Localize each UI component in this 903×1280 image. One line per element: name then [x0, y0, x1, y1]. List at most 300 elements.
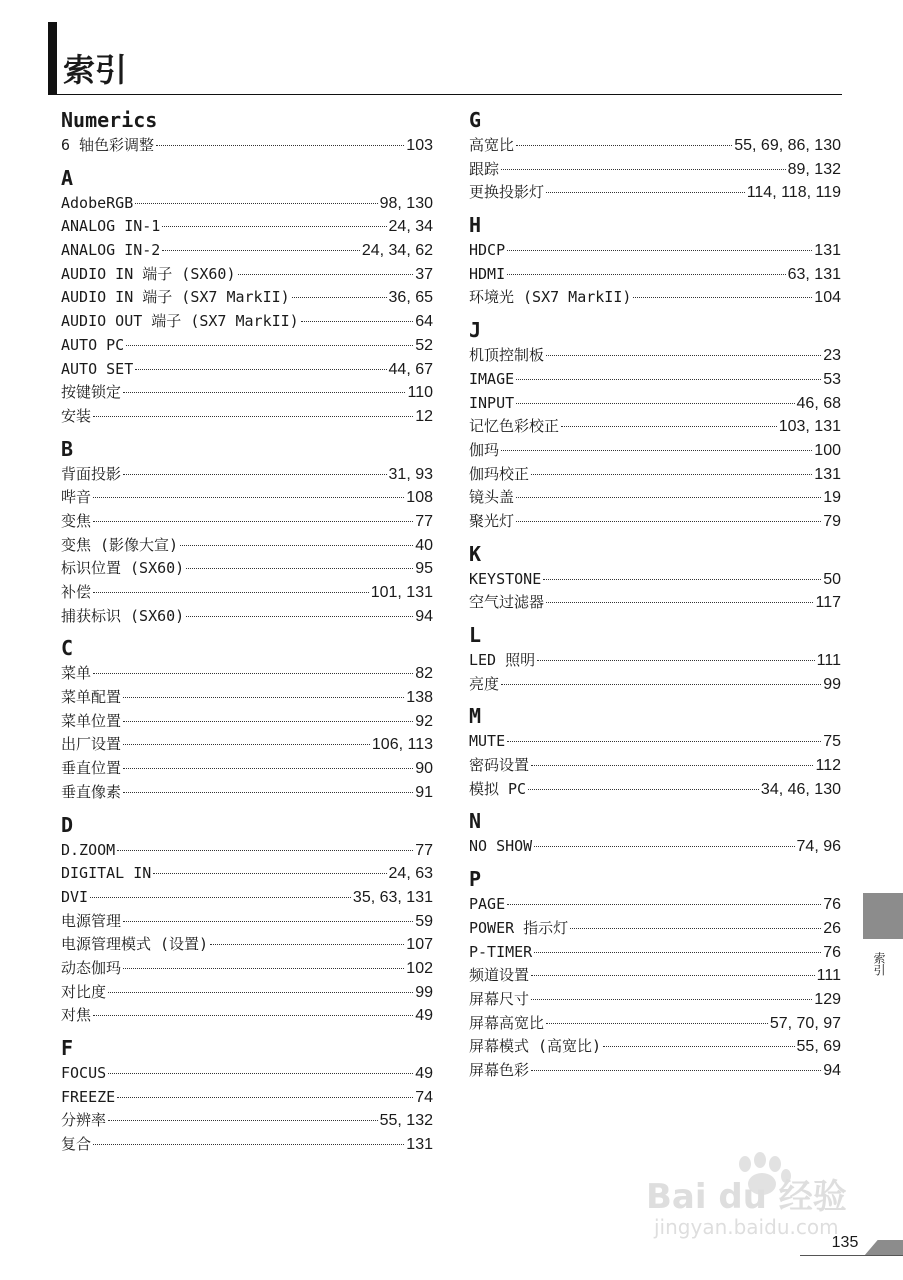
entry-term: 对比度 [61, 982, 107, 1001]
index-column-right [469, 106, 841, 1089]
entry-term: 更换投影灯 [469, 183, 545, 202]
dot-leader [153, 873, 386, 874]
dot-leader [507, 250, 812, 251]
entry-term: AUTO SET [61, 359, 134, 378]
index-entry [61, 310, 433, 334]
entry-term: POWER 指示灯 [469, 918, 569, 937]
index-entry [61, 886, 433, 910]
section-heading: L [469, 623, 482, 647]
entry-term: 聚光灯 [469, 511, 515, 530]
entry-pages: 23 [823, 347, 841, 365]
index-entry [61, 557, 433, 581]
section-heading: D [61, 812, 74, 837]
entry-pages: 53 [823, 370, 841, 388]
entry-term: AdobeRGB [61, 193, 134, 212]
entry-term: 电源管理 [61, 911, 122, 930]
entry-pages: 40 [415, 536, 433, 554]
index-entry [469, 263, 841, 287]
dot-leader [186, 568, 413, 569]
dot-leader [546, 1023, 768, 1024]
index-entry [469, 344, 841, 368]
entry-term: 屏幕模式 (高宽比) [469, 1037, 602, 1056]
dot-leader [135, 203, 377, 204]
index-entry [61, 1062, 433, 1086]
entry-term: 动态伽玛 [61, 958, 122, 977]
entry-term: 菜单 [61, 664, 92, 683]
dot-leader [603, 1046, 794, 1047]
dot-leader [531, 474, 812, 475]
dot-leader [501, 169, 786, 170]
entry-term: 菜单配置 [61, 688, 122, 707]
dot-leader [93, 1144, 404, 1145]
index-entry [469, 439, 841, 463]
entry-term: FREEZE [61, 1087, 116, 1106]
entry-pages: 36, 65 [388, 289, 433, 307]
entry-term: 垂直像素 [61, 782, 122, 801]
index-entry [61, 358, 433, 382]
dot-leader [531, 1070, 821, 1071]
entry-pages: 111 [816, 967, 841, 985]
entry-term: 对焦 [61, 1006, 92, 1025]
entry-pages: 74 [415, 1088, 433, 1106]
dot-leader [123, 721, 413, 722]
index-entry [61, 510, 433, 534]
index-entry [469, 415, 841, 439]
entry-pages: 111 [816, 652, 841, 669]
title-accent-bar [48, 22, 57, 94]
entry-term: AUDIO OUT 端子 (SX7 MarkII) [61, 312, 299, 331]
dot-leader [123, 392, 405, 393]
entry-pages: 99 [415, 983, 433, 1001]
index-section [469, 211, 841, 310]
footer-rule [800, 1255, 903, 1256]
entry-term: 电源管理模式 (设置) [61, 935, 209, 954]
baidu-watermark [640, 1150, 870, 1240]
index-entry [61, 334, 433, 358]
entry-term: 按键锁定 [61, 383, 122, 402]
entry-term: 捕获标识 (SX60) [61, 606, 185, 625]
title-divider [48, 94, 842, 95]
dot-leader [531, 765, 813, 766]
watermark-url: jingyan.baidu.com [654, 1215, 839, 1239]
entry-pages: 103, 131 [778, 418, 841, 436]
entry-term: 屏幕高宽比 [469, 1013, 545, 1032]
index-entry [61, 957, 433, 981]
entry-pages: 46, 68 [796, 394, 841, 412]
dot-leader [123, 792, 413, 793]
entry-term: P-TIMER [469, 942, 533, 961]
section-heading: N [469, 809, 482, 834]
index-section [61, 435, 433, 629]
entry-pages: 117 [815, 594, 841, 612]
index-entry [469, 486, 841, 510]
index-entry [469, 392, 841, 416]
index-entry [61, 215, 433, 239]
entry-term: 环境光 (SX7 MarkII) [469, 288, 632, 307]
index-entry [469, 754, 841, 778]
index-section [469, 702, 841, 801]
entry-pages: 50 [823, 570, 841, 588]
entry-pages: 95 [415, 560, 433, 578]
dot-leader [528, 789, 759, 790]
index-entry [61, 910, 433, 934]
entry-pages: 76 [823, 943, 841, 961]
dot-leader [516, 379, 821, 380]
entry-pages: 91 [415, 783, 433, 801]
dot-leader [162, 226, 386, 227]
entry-pages: 44, 67 [388, 360, 433, 378]
dot-leader [633, 297, 812, 298]
section-heading: C [61, 636, 74, 661]
dot-leader [186, 616, 413, 617]
index-entry [61, 286, 433, 310]
dot-leader [531, 975, 815, 976]
entry-pages: 74, 96 [796, 838, 841, 856]
index-entry [469, 1059, 841, 1083]
index-section [61, 811, 433, 1029]
entry-term: 哔音 [61, 488, 92, 507]
entry-term: KEYSTONE [469, 569, 542, 588]
dot-leader [516, 521, 821, 522]
entry-pages: 64 [415, 313, 433, 331]
entry-term: 密码设置 [469, 756, 530, 775]
entry-pages: 104 [814, 289, 841, 307]
entry-term: MUTE [469, 732, 506, 751]
index-entry [469, 649, 841, 673]
entry-pages: 76 [823, 896, 841, 914]
entry-term: 出厂设置 [61, 735, 122, 754]
index-section [469, 807, 841, 859]
index-entry [61, 662, 433, 686]
dot-leader [90, 897, 351, 898]
entry-pages: 31, 93 [388, 465, 433, 483]
dot-leader [507, 274, 785, 275]
entry-pages: 98, 130 [379, 194, 433, 212]
entry-pages: 138 [406, 689, 433, 707]
index-entry [469, 286, 841, 310]
side-tab-marker [863, 893, 903, 939]
index-entry [61, 839, 433, 863]
entry-pages: 106, 113 [371, 736, 433, 754]
index-entry [61, 686, 433, 710]
index-entry [469, 510, 841, 534]
entry-pages: 55, 69 [796, 1038, 841, 1056]
section-heading: Numerics [61, 108, 158, 132]
dot-leader [123, 697, 404, 698]
entry-pages: 102 [406, 959, 433, 977]
dot-leader [507, 904, 821, 905]
dot-leader [180, 545, 413, 546]
entry-pages: 112 [815, 757, 841, 775]
dot-leader [570, 928, 821, 929]
entry-term: 补偿 [61, 583, 92, 601]
entry-pages: 131 [814, 242, 841, 260]
index-entry [469, 941, 841, 965]
dot-leader [210, 944, 404, 945]
section-heading: J [469, 318, 482, 343]
entry-term: ANALOG IN-2 [61, 241, 161, 260]
entry-pages: 94 [415, 607, 433, 625]
dot-leader [126, 345, 413, 346]
entry-pages: 24, 34 [388, 218, 433, 236]
entry-pages: 77 [415, 512, 433, 530]
dot-leader [546, 192, 745, 193]
page-title: 索引 [63, 51, 128, 89]
entry-term: 分辨率 [61, 1111, 107, 1130]
dot-leader [238, 274, 414, 275]
entry-term: 高宽比 [469, 136, 515, 154]
entry-term: 屏幕尺寸 [469, 989, 530, 1008]
entry-term: FOCUS [61, 1064, 107, 1082]
section-heading: F [61, 1036, 74, 1060]
index-entry [61, 192, 433, 216]
entry-pages: 34, 46, 130 [760, 780, 841, 798]
index-entry [61, 1109, 433, 1133]
entry-term: 变焦 [61, 511, 92, 530]
dot-leader [117, 850, 413, 851]
dot-leader [93, 416, 413, 417]
index-entry [61, 381, 433, 405]
entry-pages: 59 [415, 912, 433, 930]
dot-leader [534, 952, 821, 953]
dot-leader [117, 1097, 413, 1098]
entry-term: 6 轴色彩调整 [61, 136, 155, 154]
index-section [469, 540, 841, 615]
index-entry [61, 405, 433, 429]
entry-pages: 100 [814, 441, 841, 459]
index-entry [469, 568, 841, 592]
entry-term: LED 照明 [469, 651, 536, 669]
dot-leader [93, 592, 369, 593]
entry-term: ANALOG IN-1 [61, 217, 161, 236]
page-number: 135 [831, 1234, 859, 1251]
index-entry [469, 1012, 841, 1036]
dot-leader [93, 673, 413, 674]
index-entry [61, 933, 433, 957]
entry-pages: 94 [823, 1061, 841, 1079]
dot-leader [516, 403, 794, 404]
entry-term: INPUT [469, 393, 515, 412]
index-section [61, 1034, 433, 1157]
section-heading: H [469, 213, 482, 238]
index-section [469, 865, 841, 1083]
index-section [469, 316, 841, 534]
entry-term: PAGE [469, 895, 506, 914]
entry-pages: 57, 70, 97 [769, 1014, 841, 1032]
entry-pages: 131 [406, 1136, 433, 1154]
entry-term: HDMI [469, 264, 506, 283]
entry-pages: 114, 118, 119 [746, 184, 841, 202]
index-entry [61, 534, 433, 558]
index-section [61, 164, 433, 429]
entry-term: 垂直位置 [61, 759, 122, 778]
dot-leader [108, 1073, 413, 1074]
entry-term: IMAGE [469, 369, 515, 388]
dot-leader [123, 768, 413, 769]
entry-term: 标识位置 (SX60) [61, 559, 185, 578]
entry-pages: 129 [814, 990, 841, 1008]
entry-pages: 107 [406, 936, 433, 954]
entry-pages: 24, 34, 62 [361, 242, 433, 260]
dot-leader [516, 145, 732, 146]
index-entry [61, 981, 433, 1005]
dot-leader [123, 968, 404, 969]
entry-pages: 12 [415, 407, 433, 425]
index-entry [469, 778, 841, 802]
entry-term: 伽玛 [469, 440, 500, 459]
index-entry [61, 581, 433, 605]
entry-pages: 131 [814, 465, 841, 483]
index-entry [469, 463, 841, 487]
entry-pages: 63, 131 [787, 265, 841, 283]
dot-leader [301, 321, 413, 322]
index-entry [469, 730, 841, 754]
dot-leader [156, 145, 404, 146]
dot-leader [93, 521, 413, 522]
index-entry [469, 893, 841, 917]
entry-term: 空气过滤器 [469, 593, 545, 612]
dot-leader [93, 1015, 413, 1016]
entry-pages: 101, 131 [370, 584, 433, 601]
index-entry [61, 1086, 433, 1110]
index-entry [469, 835, 841, 859]
dot-leader [93, 497, 404, 498]
dot-leader [292, 297, 387, 298]
dot-leader [123, 474, 387, 475]
index-entry [61, 463, 433, 487]
entry-pages: 49 [415, 1065, 433, 1082]
entry-term: 菜单位置 [61, 711, 122, 730]
index-entry [469, 239, 841, 263]
index-entry [469, 1035, 841, 1059]
entry-pages: 92 [415, 712, 433, 730]
index-entry [61, 239, 433, 263]
dot-leader [507, 741, 821, 742]
entry-pages: 103 [406, 137, 433, 154]
dot-leader [135, 369, 386, 370]
index-section [61, 634, 433, 804]
index-entry [469, 134, 841, 158]
section-heading: M [469, 704, 482, 729]
entry-pages: 49 [415, 1007, 433, 1025]
index-entry [61, 1133, 433, 1157]
index-section [469, 621, 841, 696]
entry-pages: 52 [415, 336, 433, 354]
entry-pages: 108 [406, 489, 433, 507]
entry-pages: 55, 69, 86, 130 [734, 137, 841, 154]
index-entry [469, 591, 841, 615]
entry-pages: 90 [415, 760, 433, 778]
entry-term: 镜头盖 [469, 488, 515, 507]
entry-term: D.ZOOM [61, 840, 116, 859]
index-entry [469, 368, 841, 392]
index-entry [469, 964, 841, 988]
index-entry [61, 1004, 433, 1028]
entry-pages: 77 [415, 841, 433, 859]
dot-leader [516, 497, 821, 498]
dot-leader [537, 660, 815, 661]
dot-leader [546, 602, 813, 603]
entry-term: HDCP [469, 241, 506, 260]
entry-pages: 99 [823, 675, 841, 693]
dot-leader [123, 744, 370, 745]
dot-leader [561, 426, 777, 427]
watermark-brand: Bai du 经验 [646, 1177, 847, 1217]
entry-term: 亮度 [469, 674, 500, 693]
entry-term: 伽玛校正 [469, 464, 530, 483]
index-entry [61, 710, 433, 734]
dot-leader [531, 999, 812, 1000]
entry-pages: 110 [407, 384, 433, 402]
index-entry [61, 733, 433, 757]
entry-pages: 82 [415, 665, 433, 683]
dot-leader [501, 684, 821, 685]
entry-pages: 35, 63, 131 [352, 888, 433, 906]
index-section [61, 106, 433, 158]
side-tab-label: 索引 [872, 952, 886, 976]
section-heading: B [61, 436, 74, 461]
dot-leader [162, 250, 359, 251]
dot-leader [546, 355, 821, 356]
index-entry [61, 605, 433, 629]
dot-leader [501, 450, 812, 451]
entry-pages: 75 [823, 733, 841, 751]
entry-term: NO SHOW [469, 837, 533, 856]
index-entry [469, 673, 841, 697]
entry-pages: 24, 63 [388, 865, 433, 883]
entry-term: 频道设置 [469, 966, 530, 985]
dot-leader [534, 846, 794, 847]
dot-leader [108, 992, 413, 993]
entry-pages: 19 [823, 489, 841, 507]
section-heading: G [469, 108, 482, 132]
index-entry [61, 134, 433, 158]
index-entry [469, 158, 841, 182]
entry-term: 屏幕色彩 [469, 1060, 530, 1079]
entry-term: DVI [61, 887, 89, 906]
index-column-left [61, 106, 433, 1163]
entry-term: 记忆色彩校正 [469, 417, 560, 436]
index-entry [469, 181, 841, 205]
index-entry [61, 862, 433, 886]
section-heading: K [469, 541, 482, 566]
index-entry [61, 263, 433, 287]
entry-term: 机顶控制板 [469, 346, 545, 365]
entry-term: 背面投影 [61, 464, 122, 483]
entry-term: AUTO PC [61, 335, 125, 354]
entry-term: 复合 [61, 1135, 92, 1154]
dot-leader [543, 579, 821, 580]
entry-term: AUDIO IN 端子 (SX60) [61, 264, 236, 283]
entry-pages: 79 [823, 512, 841, 530]
entry-term: AUDIO IN 端子 (SX7 MarkII) [61, 288, 290, 307]
index-entry [61, 781, 433, 805]
entry-term: 安装 [61, 406, 92, 425]
index-entry [61, 486, 433, 510]
corner-tab-shape [864, 1240, 903, 1256]
index-entry [61, 757, 433, 781]
entry-pages: 89, 132 [787, 160, 841, 178]
entry-term: 跟踪 [469, 159, 500, 178]
dot-leader [123, 921, 413, 922]
section-heading: A [61, 165, 74, 190]
entry-term: 模拟 PC [469, 779, 527, 798]
index-entry [469, 917, 841, 941]
entry-term: 变焦 (影像大宣) [61, 535, 179, 554]
index-entry [469, 988, 841, 1012]
entry-pages: 55, 132 [379, 1112, 433, 1130]
dot-leader [108, 1120, 378, 1121]
